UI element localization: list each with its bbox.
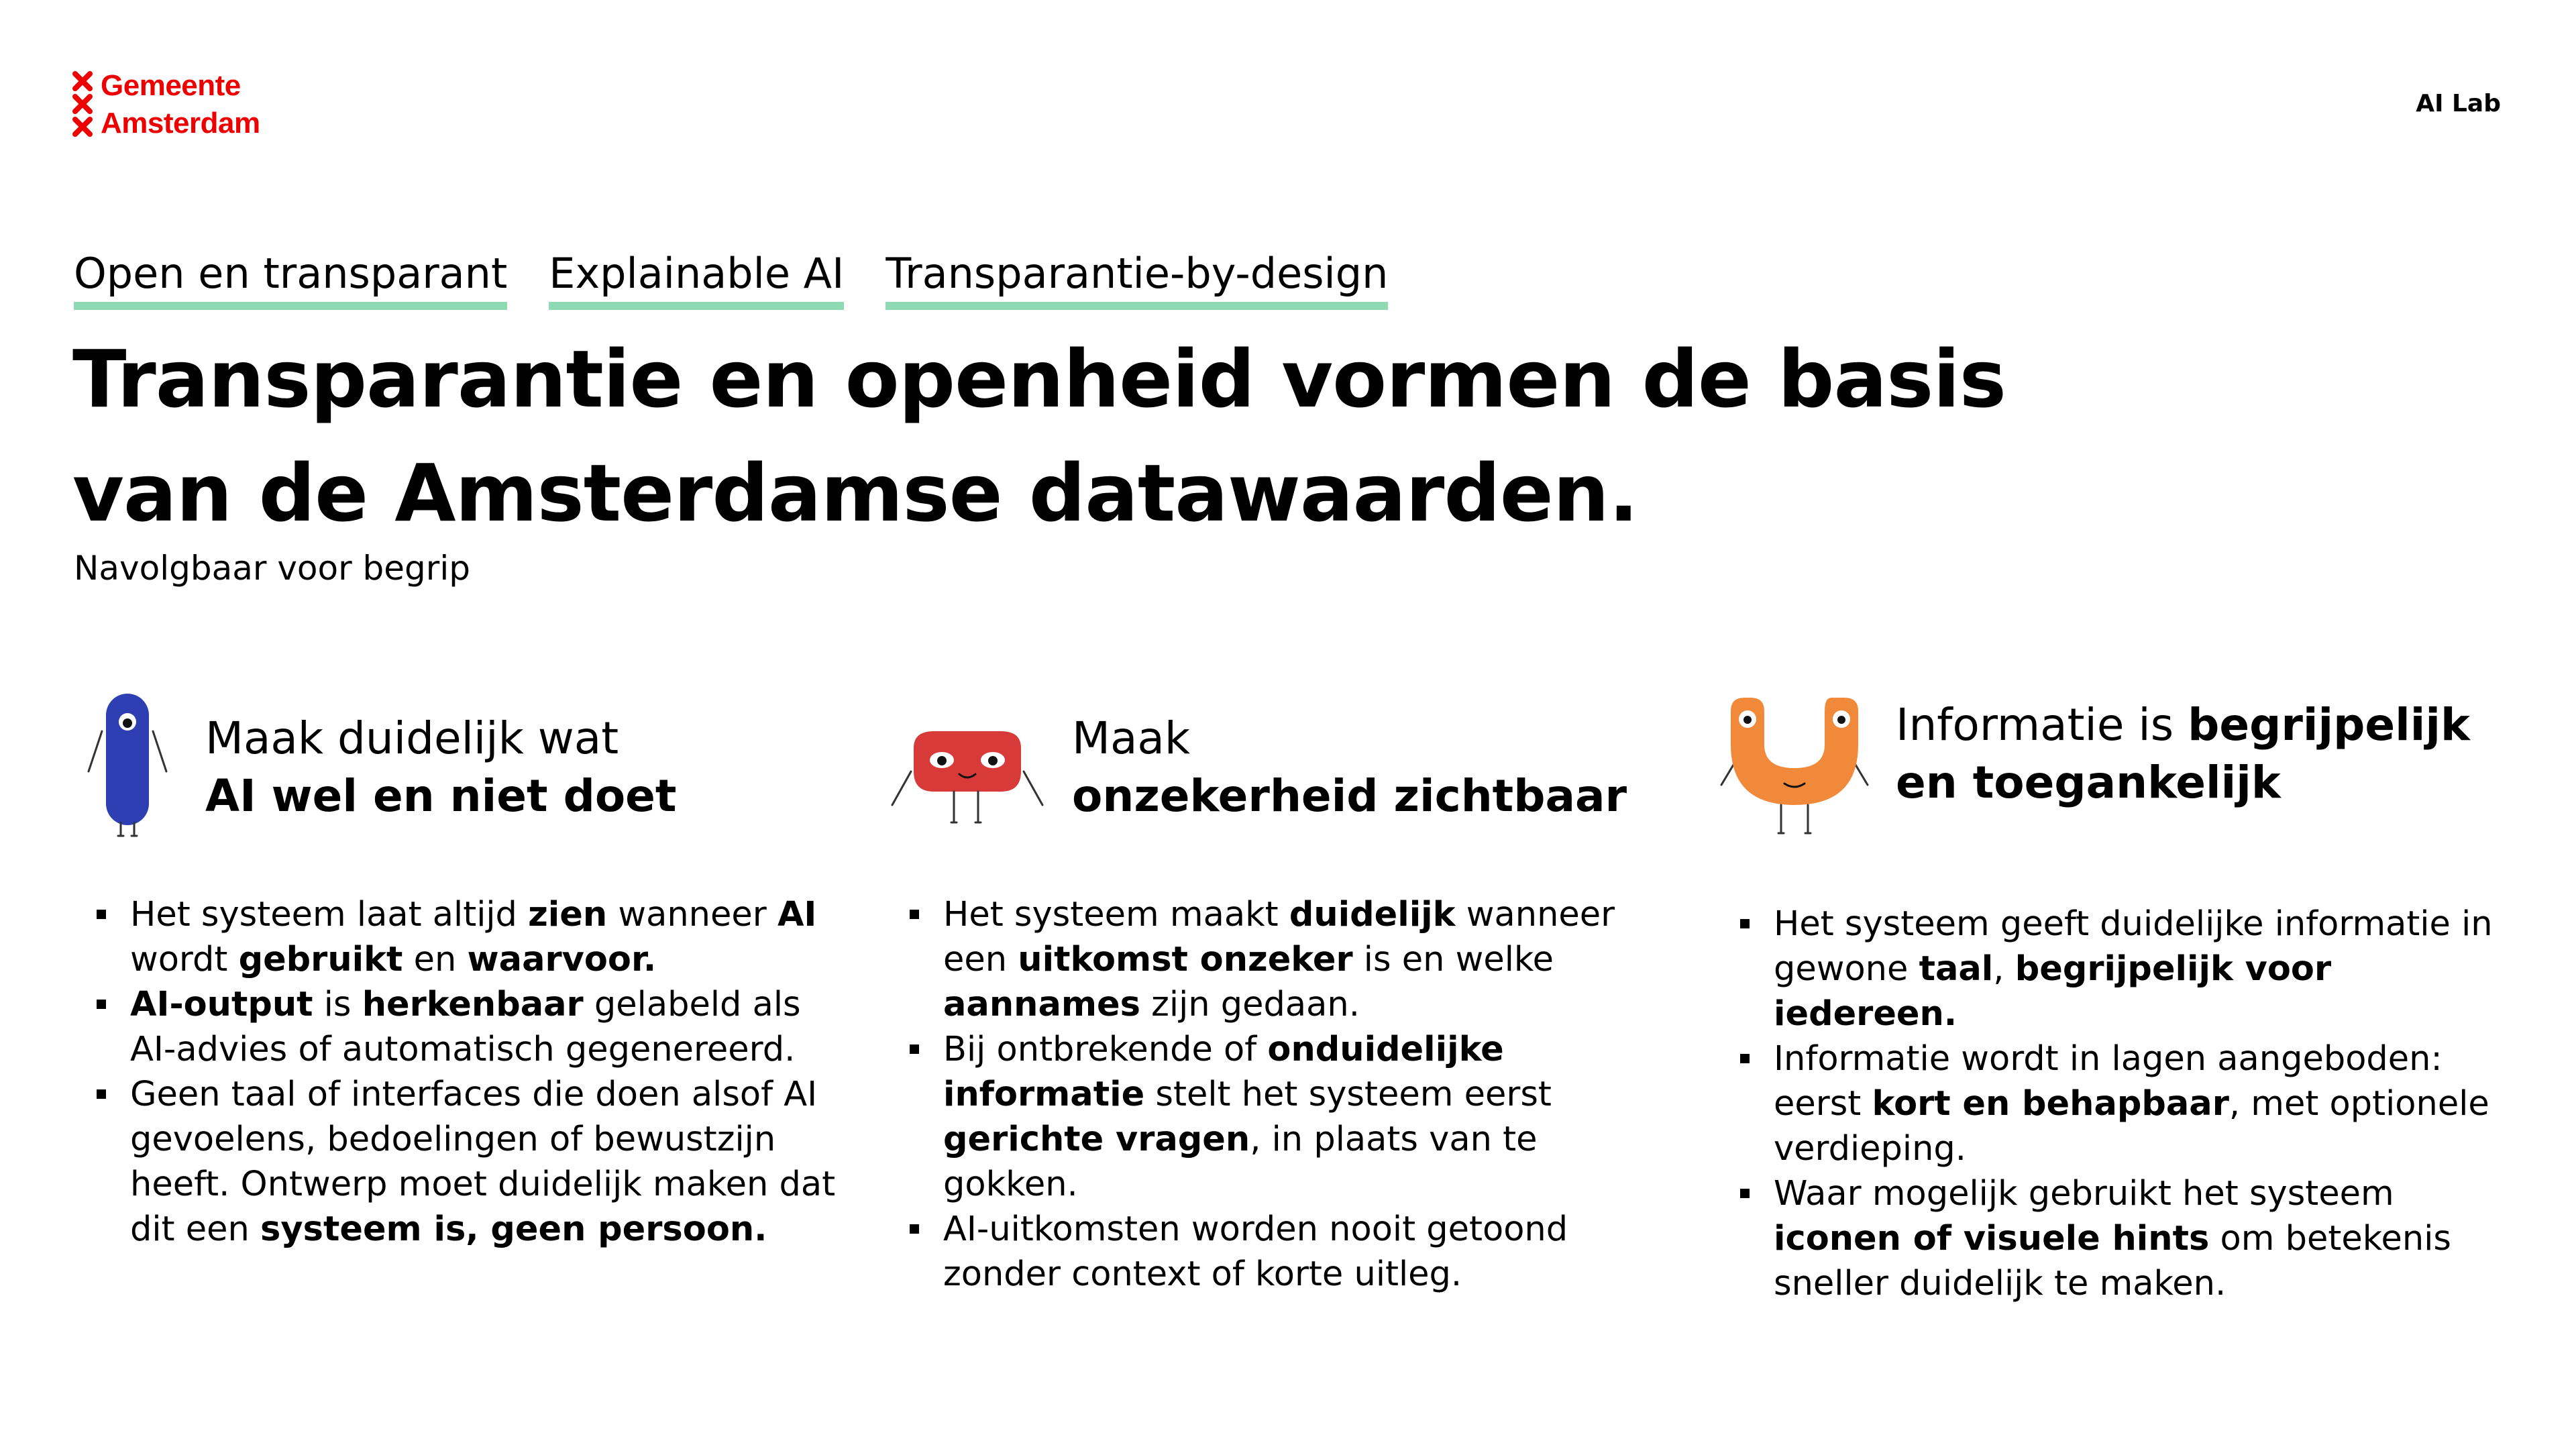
column-title-bold-b: en toegankelijk xyxy=(1896,757,2281,808)
bullet-bold-text: waarvoor. xyxy=(467,940,657,979)
column-title-bold: onzekerheid zichtbaar xyxy=(1072,770,1627,822)
red-mask-mascot-icon xyxy=(887,684,1048,839)
bullet-list xyxy=(74,892,852,1252)
column-title xyxy=(205,684,676,825)
bullet-text: wanneer een xyxy=(943,895,1615,979)
bullet-item xyxy=(1717,1036,2496,1171)
bullet-bold-text: AI xyxy=(777,895,817,934)
tag-open-en-transparant: Open en transparant xyxy=(74,247,507,310)
bullet-item xyxy=(1717,902,2496,1036)
column-title xyxy=(1896,684,2470,812)
bullet-item xyxy=(74,892,852,982)
gemeente-amsterdam-logo xyxy=(72,67,260,142)
bullet-text: Het systeem laat altijd xyxy=(130,895,529,934)
column-title xyxy=(1072,684,1627,825)
topic-tags xyxy=(74,247,1388,310)
bullet-text: en xyxy=(402,940,468,979)
principle-column-3 xyxy=(1717,684,2496,1306)
headline-line-1: Transparantie en openheid vormen de basis xyxy=(72,333,2006,425)
logo-line-1: Gemeente xyxy=(101,69,241,102)
bullet-bold-text: begrijpelijk voor iedereen. xyxy=(1774,949,2332,1034)
bullet-bold-text: gebruikt xyxy=(238,940,403,979)
bullet-text: is xyxy=(313,985,362,1024)
bullet-text: Waar mogelijk gebruikt het systeem xyxy=(1774,1174,2394,1214)
tag-explainable-ai: Explainable AI xyxy=(549,247,844,310)
bullet-text: wanneer xyxy=(607,895,777,934)
tag-transparantie-by-design: Transparantie-by-design xyxy=(885,247,1388,310)
bullet-bold-text: AI-output xyxy=(130,985,313,1024)
column-title-bold-a: begrijpelijk xyxy=(2188,699,2470,751)
column-header xyxy=(887,684,1665,839)
column-title-regular: Informatie is xyxy=(1896,699,2188,751)
bullet-text: is en welke xyxy=(1352,940,1554,979)
bullet-bold-text: duidelijk xyxy=(1289,895,1456,934)
andreas-crosses-icon xyxy=(72,67,93,142)
column-header xyxy=(74,684,852,839)
bullet-bold-text: onduidelijke informatie xyxy=(943,1030,1504,1114)
logo-line-2: Amsterdam xyxy=(101,107,260,140)
column-title-bold: AI wel en niet doet xyxy=(205,770,677,822)
bullet-item xyxy=(1717,1171,2496,1306)
bullet-text: Bij ontbrekende of xyxy=(943,1030,1268,1069)
bullet-text: om betekenis sneller duidelijk te maken. xyxy=(1774,1219,2451,1303)
bullet-bold-text: herkenbaar xyxy=(362,985,584,1024)
bullet-item xyxy=(74,1072,852,1252)
bullet-bold-text: zien xyxy=(528,895,608,934)
page-subtitle: Navolgbaar voor begrip xyxy=(74,549,470,588)
headline-line-2: van de Amsterdamse datawaarden. xyxy=(72,447,1638,539)
bullet-bold-text: kort en behapbaar xyxy=(1872,1084,2229,1124)
bullet-bold-text: taal xyxy=(1919,949,1994,989)
column-title-line-1 xyxy=(1896,696,2470,754)
bullet-text: gelabeld als AI-advies of automatisch gegenereerd. xyxy=(130,985,801,1069)
orange-horseshoe-mascot-icon xyxy=(1717,684,1872,839)
page-headline xyxy=(72,322,2085,550)
column-title-regular: Maak xyxy=(1072,712,1191,764)
bullet-item xyxy=(74,982,852,1072)
bullet-text: AI-uitkomsten worden nooit getoond zonder context of korte uitleg. xyxy=(943,1210,1568,1294)
bullet-list xyxy=(1717,902,2496,1306)
principle-column-2 xyxy=(887,684,1665,1297)
bullet-text: , xyxy=(1993,949,2015,989)
bullet-bold-text: uitkomst onzeker xyxy=(1018,940,1353,979)
bullet-text: Het systeem maakt xyxy=(943,895,1289,934)
logo-wordmark xyxy=(101,67,260,142)
bullet-text: Informatie wordt in lagen aangeboden: eerst xyxy=(1774,1039,2443,1124)
bullet-text: Geen taal of interfaces die doen alsof AI gevoelens, bedoelingen of bewustzijn heeft. Ontwerp moet duidelijk maken dat dit een xyxy=(130,1075,836,1249)
column-title-regular: Maak duidelijk wat xyxy=(205,712,619,764)
bullet-bold-text: iconen of visuele hints xyxy=(1774,1219,2210,1258)
bullet-text: , met optionele verdieping. xyxy=(1774,1084,2489,1169)
principle-column-1 xyxy=(74,684,852,1252)
bullet-text: Het systeem geeft duidelijke informatie in gewone xyxy=(1774,904,2493,989)
blue-pill-mascot-icon xyxy=(74,684,181,839)
bullet-bold-text: aannames xyxy=(943,985,1140,1024)
bullet-bold-text: gerichte vragen xyxy=(943,1120,1250,1159)
bullet-list xyxy=(887,892,1665,1297)
bullet-text: zijn gedaan. xyxy=(1140,985,1360,1024)
bullet-text: stelt het systeem eerst xyxy=(1144,1075,1552,1114)
bullet-item xyxy=(887,892,1665,1027)
bullet-bold-text: systeem is, geen persoon. xyxy=(260,1210,767,1249)
ai-lab-label: AI Lab xyxy=(2416,90,2501,117)
bullet-text: , in plaats van te gokken. xyxy=(943,1120,1538,1204)
bullet-text: wordt xyxy=(130,940,239,979)
column-header xyxy=(1717,684,2496,839)
bullet-item xyxy=(887,1027,1665,1207)
bullet-item xyxy=(887,1207,1665,1297)
